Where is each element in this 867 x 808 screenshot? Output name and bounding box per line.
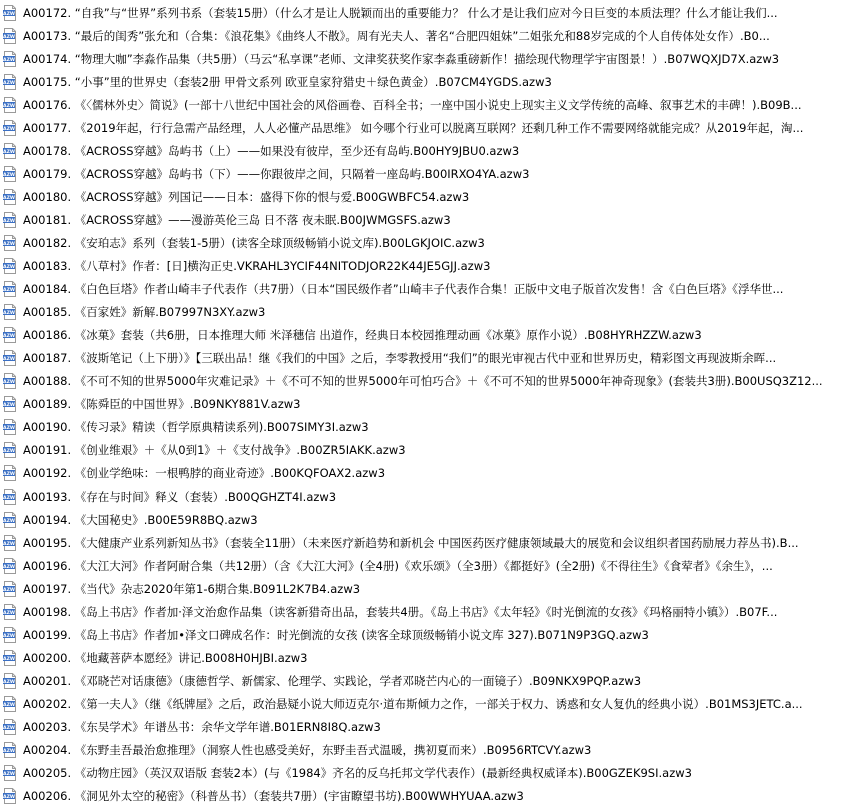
file-name: A00172. “自我”与“世界”系列书系（套装15册）（什么才是让人脱颖而出的重要能力？ 什么才是让我们应对今日巨变的本质法理？什么才能让我们... [23,5,778,20]
azw3-file-icon [3,166,17,182]
azw3-file-icon [3,788,17,804]
file-row[interactable] [0,439,867,462]
file-row[interactable] [0,255,867,278]
svg-text:AZW: AZW [3,103,15,109]
file-row[interactable] [0,785,867,808]
file-name: A00203. 《东吴学术》年谱丛书：余华文学年谱.B01ERN8I8Q.azw3 [23,719,381,734]
file-name: A00198. 《岛上书店》作者加·泽文治愈作品集（读客新猎奇出品，套装共4册。《岛上书店》《太年轻》《时光倒流的女孩》《玛格丽特小镇》）.B07F... [23,604,778,619]
svg-text:AZW: AZW [3,426,15,432]
azw3-file-icon [3,765,17,781]
file-row[interactable] [0,554,867,577]
azw3-file-icon [3,212,17,228]
azw3-file-icon [3,673,17,689]
svg-text:AZW: AZW [3,288,15,294]
file-row[interactable] [0,162,867,185]
azw3-file-icon [3,189,17,205]
file-row[interactable] [0,370,867,393]
svg-text:AZW: AZW [3,564,15,570]
file-row[interactable] [0,623,867,646]
file-name: A00174. “物理大咖”李淼作品集（共5册）（马云“私享课”老师、文津奖获奖作家李淼重磅新作！描绘现代物理学宇宙图景！）.B07WQXJD7X.azw3 [23,51,780,66]
azw3-file-icon [3,281,17,297]
file-name: A00204. 《东野圭吾最治愈推理》（洞察人性也感受美好，东野圭吾式温暖，携初夏而来）.B0956RTCVY.azw3 [23,743,592,758]
file-row[interactable] [0,347,867,370]
svg-text:AZW: AZW [3,449,15,455]
file-name: A00201. 《邓晓芒对话康德》（康德哲学、新儒家、伦理学、实践论，学者邓晓芒内心的一面镜子）.B09NKX9PQP.azw3 [23,673,642,688]
file-name: A00190. 《传习录》精读（哲学原典精读系列).B007SIMY3I.azw3 [23,420,369,435]
svg-text:AZW: AZW [3,149,15,155]
svg-text:AZW: AZW [3,610,15,616]
svg-text:AZW: AZW [3,772,15,778]
file-row[interactable] [0,116,867,139]
file-name: A00181. 《ACROSS穿越》——漫游英伦三岛 日不落 夜未眠.B00JWMGSFS.azw3 [23,212,451,227]
file-row[interactable] [0,715,867,738]
azw3-file-icon [3,696,17,712]
azw3-file-icon [3,120,17,136]
file-row[interactable] [0,93,867,116]
file-row[interactable] [0,24,867,47]
svg-text:AZW: AZW [3,587,15,593]
svg-text:AZW: AZW [3,403,15,409]
file-row[interactable] [0,185,867,208]
file-name: A00177. 《2019年起，行行急需产品经理，人人必懂产品思维》 如今哪个行业可以脱离互联网？还剩几种工作不需要网络就能完成？从2019年起，淘... [23,120,804,135]
svg-text:AZW: AZW [3,196,15,202]
file-row[interactable] [0,739,867,762]
file-row[interactable] [0,462,867,485]
svg-text:AZW: AZW [3,242,15,248]
file-name: A00186. 《冰菓》套装（共6册，日本推理大师 米泽穗信 出道作，经典日本校园推理动画《冰菓》原作小说）.B08HYRHZZW.azw3 [23,328,702,343]
azw3-file-icon [3,604,17,620]
azw3-file-icon [3,742,17,758]
svg-text:AZW: AZW [3,680,15,686]
file-name: A00179. 《ACROSS穿越》岛屿书（下）——你跟彼岸之间，只隔着一座岛屿.B00IRXO4YA.azw3 [23,166,530,181]
file-name: A00196. 《大江大河》作者阿耐合集（共12册）（含《大江大河》(全4册)《欢乐颂》（全3册）《都挺好》(全2册)《不得往生》《食荤者》《余生》，... [23,558,773,573]
file-row[interactable] [0,508,867,531]
azw3-file-icon [3,74,17,90]
azw3-file-icon [3,97,17,113]
file-row[interactable] [0,278,867,301]
file-row[interactable] [0,600,867,623]
azw3-file-icon [3,235,17,251]
svg-text:AZW: AZW [3,357,15,363]
svg-text:AZW: AZW [3,726,15,732]
svg-text:AZW: AZW [3,11,15,17]
azw3-file-icon [3,581,17,597]
azw3-file-icon [3,143,17,159]
file-name: A00194. 《大国秘史》.B00E59R8BQ.azw3 [23,512,258,527]
svg-text:AZW: AZW [3,334,15,340]
file-row[interactable] [0,139,867,162]
file-name: A00197. 《当代》杂志2020年第1-6期合集.B091L2K7B4.azw3 [23,581,361,596]
file-row[interactable] [0,208,867,231]
file-row[interactable] [0,669,867,692]
file-row[interactable] [0,646,867,669]
azw3-file-icon [3,51,17,67]
file-row[interactable] [0,531,867,554]
file-name: A00202. 《第一夫人》（继《纸牌屋》之后，政治悬疑小说大师迈克尔·道布斯倾力之作，一部关于权力、诱惑和女人复仇的经典小说）.B01MS3JETC.a... [23,696,803,711]
azw3-file-icon [3,327,17,343]
svg-text:AZW: AZW [3,219,15,225]
azw3-file-icon [3,627,17,643]
azw3-file-icon [3,373,17,389]
svg-text:AZW: AZW [3,795,15,801]
svg-text:AZW: AZW [3,657,15,663]
azw3-file-icon [3,258,17,274]
file-name: A00200. 《地藏菩萨本愿经》讲记.B008H0HJBI.azw3 [23,650,308,665]
svg-text:AZW: AZW [3,265,15,271]
file-name: A00183. 《八草村》作者：[日]横沟正史.VKRAHL3YCIF44NITODJOR22K44JE5GJJ.azw3 [23,259,491,274]
svg-text:AZW: AZW [3,633,15,639]
file-name: A00182. 《安珀志》系列（套装1-5册）(读客全球顶级畅销小说文库).B00LGKJOIC.azw3 [23,235,485,250]
svg-text:AZW: AZW [3,80,15,86]
file-name: A00195. 《大健康产业系列新知丛书》（套装全11册）（未来医疗新趋势和新机会 中国医药医疗健康领域最大的展览和会议组织者国药励展力荐丛书).B... [23,535,799,550]
azw3-file-icon [3,304,17,320]
azw3-file-icon [3,558,17,574]
svg-text:AZW: AZW [3,380,15,386]
file-name: A00188. 《不可不知的世界5000年灾难记录》＋《不可不知的世界5000年可怕巧合》＋《不可不知的世界5000年神奇现象》(套装共3册).B00USQ3Z12... [23,374,823,389]
file-name: A00187. 《波斯笔记（上下册）》【三联出品！继《我们的中国》之后，李零教授用“我们”的眼光审视古代中亚和世界历史，精彩图文再现波斯余晖... [23,351,777,366]
file-row[interactable] [0,47,867,70]
svg-text:AZW: AZW [3,703,15,709]
svg-text:AZW: AZW [3,311,15,317]
azw3-file-icon [3,465,17,481]
file-row[interactable] [0,324,867,347]
svg-text:AZW: AZW [3,126,15,132]
svg-text:AZW: AZW [3,749,15,755]
azw3-file-icon [3,442,17,458]
file-row[interactable] [0,416,867,439]
file-row[interactable] [0,762,867,785]
file-name: A00189. 《陈舜臣的中国世界》.B09NKY881V.azw3 [23,397,301,412]
file-name: A00191. 《创业维艰》＋《从0到1》＋《支付战争》.B00ZR5IAKK.azw3 [23,443,406,458]
file-name: A00178. 《ACROSS穿越》岛屿书（上）——如果没有彼岸，至少还有岛屿.B00HY9JBU0.azw3 [23,143,520,158]
azw3-file-icon [3,396,17,412]
azw3-file-icon [3,512,17,528]
azw3-file-icon [3,719,17,735]
file-name: A00205. 《动物庄园》（英汉双语版 套装2本）(与《1984》齐名的反乌托邦文学代表作）(最新经典权威译本).B00GZEK9SI.azw3 [23,766,692,781]
file-name: A00193. 《存在与时间》释义（套装）.B00QGHZT4I.azw3 [23,489,337,504]
svg-text:AZW: AZW [3,495,15,501]
file-name: A00175. “小事”里的世界史（套装2册 甲骨文系列 欧亚皇家狩猎史＋绿色黄金）.B07CM4YGDS.azw3 [23,74,552,89]
file-name: A00185. 《百家姓》新解.B07997N3XY.azw3 [23,305,266,320]
file-name: A00199. 《岛上书店》作者加•泽文口碑成名作：时光倒流的女孩 (读客全球顶级畅销小说文库 327).B071N9P3GQ.azw3 [23,627,649,642]
file-row[interactable] [0,301,867,324]
file-name: A00173. “最后的闺秀”张允和（合集：《浪花集》《曲终人不散》。周有光夫人、著名“合肥四姐妹”二姐张允和88岁完成的个人自传体处女作）.B0... [23,28,770,43]
file-name: A00180. 《ACROSS穿越》列国记——日本：盛得下你的恨与爱.B00GWBFC54.azw3 [23,189,470,204]
svg-text:AZW: AZW [3,472,15,478]
file-row[interactable] [0,485,867,508]
azw3-file-icon [3,650,17,666]
file-name: A00176. 《〈儒林外史〉简说》(一部十八世纪中国社会的风俗画卷、百科全书；一座中国小说史上现实主义文学传统的高峰、叙事艺术的丰碑！).B09B... [23,97,802,112]
azw3-file-icon [3,419,17,435]
svg-text:AZW: AZW [3,173,15,179]
file-row[interactable] [0,1,867,24]
svg-text:AZW: AZW [3,541,15,547]
azw3-file-icon [3,535,17,551]
file-row[interactable] [0,231,867,254]
azw3-file-icon [3,28,17,44]
file-name: A00206. 《洞见外太空的秘密》（科普丛书）（套装共7册）(宇宙瞭望书坊).B00WWHYUAA.azw3 [23,789,524,804]
file-name: A00192. 《创业学绝味：一根鸭脖的商业奇迹》.B00KQFOAX2.azw3 [23,466,386,481]
azw3-file-icon [3,350,17,366]
azw3-file-icon [3,5,17,21]
file-row[interactable] [0,393,867,416]
azw3-file-icon [3,489,17,505]
svg-text:AZW: AZW [3,57,15,63]
file-row[interactable] [0,70,867,93]
file-row[interactable] [0,577,867,600]
svg-text:AZW: AZW [3,34,15,40]
file-row[interactable] [0,692,867,715]
svg-text:AZW: AZW [3,518,15,524]
file-name: A00184. 《白色巨塔》作者山崎丰子代表作（共7册）（日本“国民级作者”山崎丰子代表作合集！正版中文电子版首次发售！含《白色巨塔》《浮华世... [23,282,784,297]
